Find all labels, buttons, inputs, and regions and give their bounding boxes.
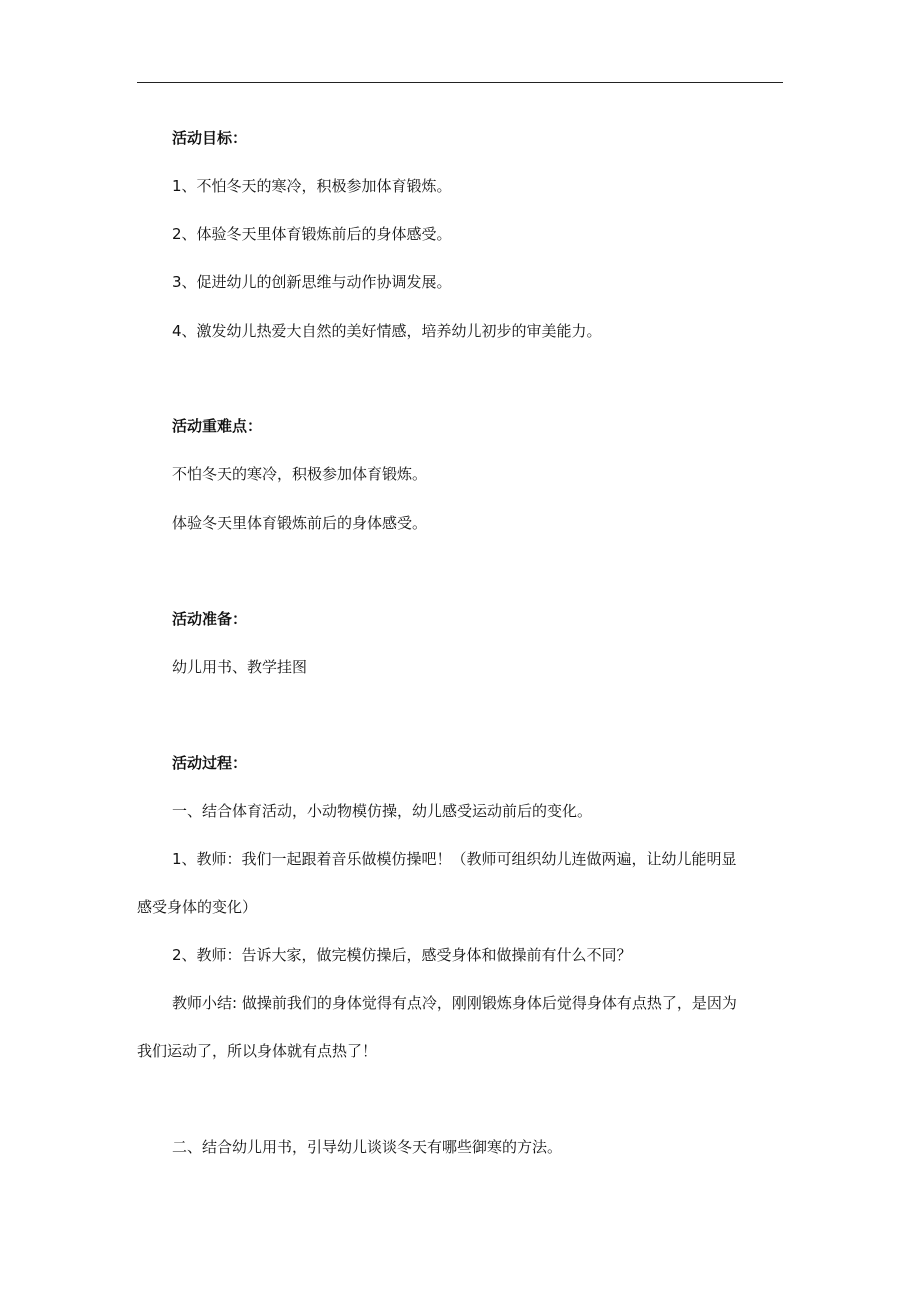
goal-item-4: 4、激发幼儿热爱大自然的美好情感，培养幼儿初步的审美能力。 [172, 322, 602, 340]
header-rule [137, 82, 783, 83]
goal-item-3: 3、促进幼儿的创新思维与动作协调发展。 [172, 273, 452, 291]
process-item-2: 2、教师：告诉大家，做完模仿操后，感受身体和做操前有什么不同？ [172, 946, 632, 964]
process-step-1: 一、结合体育活动，小动物模仿操，幼儿感受运动前后的变化。 [172, 802, 593, 820]
preparation-item-1: 幼儿用书、教学挂图 [172, 658, 308, 676]
key-point-item-1: 不怕冬天的寒冷，积极参加体育锻炼。 [172, 465, 428, 483]
teacher-summary-line-1: 教师小结: 做操前我们的身体觉得有点冷，刚刚锻炼身体后觉得身体有点热了，是因为 [172, 994, 737, 1012]
process-step-2: 二、结合幼儿用书，引导幼儿谈谈冬天有哪些御寒的方法。 [172, 1138, 563, 1156]
goals-heading: 活动目标： [172, 129, 248, 147]
goal-item-1: 1、不怕冬天的寒冷，积极参加体育锻炼。 [172, 177, 452, 195]
process-item-1-line-1: 1、教师：我们一起跟着音乐做模仿操吧！（教师可组织幼儿连做两遍，让幼儿能明显 [172, 850, 737, 868]
preparation-heading: 活动准备： [172, 610, 248, 628]
process-item-1-line-2: 感受身体的变化） [137, 898, 258, 916]
teacher-summary-line-2: 我们运动了，所以身体就有点热了！ [137, 1042, 378, 1060]
key-point-item-2: 体验冬天里体育锻炼前后的身体感受。 [172, 514, 428, 532]
process-heading: 活动过程： [172, 754, 248, 772]
key-points-heading: 活动重难点： [172, 417, 263, 435]
goal-item-2: 2、体验冬天里体育锻炼前后的身体感受。 [172, 225, 452, 243]
